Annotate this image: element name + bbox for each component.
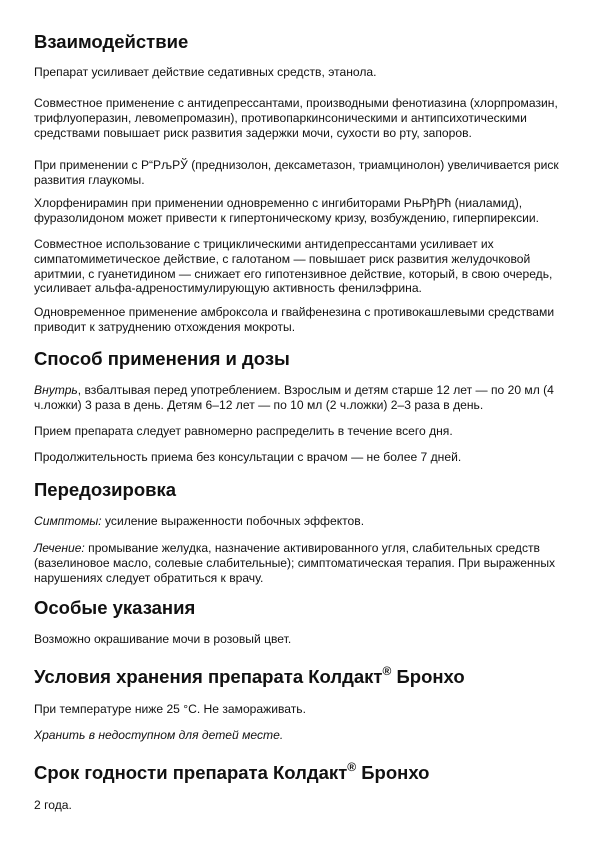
heading-shelf-life [34, 762, 429, 784]
storage-paragraph-1: При температуре ниже 25 °C. Не замораживать. [34, 702, 306, 716]
overdose-paragraph-2 [34, 541, 564, 585]
dosage-paragraph-3: Продолжительность приема без консультации с врачом — не более 7 дней. [34, 450, 462, 464]
interaction-paragraph-5: Совместное использование с трициклическими антидепрессантами усиливает их симпатомиметическое действие, с галотаном — повышает риск развития желудочковой аритмии, с гуанетидином — снижает его гипотензивное действие, который, в свою очередь, усиливает альфа-адреностимулирующую активность фенилэфрина. [34, 237, 553, 296]
interaction-paragraph-3: При применении с Р“РљРЎ (преднизолон, дексаметазон, триамцинолон) увеличивается риск развития глаукомы. [34, 158, 559, 187]
overdose-treatment-text: промывание желудка, назначение активированного угля, слабительных средств (вазелиновое масло, солевые слабительные); симптоматическая терапия. При выраженных нарушениях следует обратиться к врачу. [34, 541, 556, 585]
heading-dosage: Способ применения и дозы [34, 348, 290, 369]
heading-overdose: Передозировка [34, 479, 177, 500]
registered-mark: ® [347, 760, 357, 774]
shelf-life-paragraph-1: 2 года. [34, 798, 72, 812]
overdose-symptoms-text: усиление выраженности побочных эффектов. [101, 514, 365, 528]
dosage-route-label: Внутрь [34, 383, 78, 397]
shelf-life-title-text: Срок годности препарата Колдакт [34, 762, 348, 783]
dosage-paragraph-2: Прием препарата следует равномерно распределить в течение всего дня. [34, 424, 453, 438]
interaction-paragraph-4: Хлорфенирамин при применении одновременно с ингибиторами РњРђРћ (ниаламид), фуразолидоном может привести к гипертоническому кризу, возбуждению, гиперпирексии. [34, 196, 539, 225]
interaction-paragraph-6: Одновременное применение амброксола и гвайфенезина с противокашлевыми средствами приводит к затруднению отхождения мокроты. [34, 305, 555, 334]
heading-storage [34, 666, 465, 688]
heading-interaction: Взаимодействие [34, 31, 189, 52]
overdose-treatment-label: Лечение: [34, 541, 85, 555]
shelf-life-title-suffix: Бронхо [356, 762, 430, 783]
special-paragraph-1: Возможно окрашивание мочи в розовый цвет. [34, 632, 292, 646]
overdose-paragraph-1 [34, 514, 564, 529]
heading-special-instructions: Особые указания [34, 597, 196, 618]
storage-title-text: Условия хранения препарата Колдакт [34, 666, 383, 687]
registered-mark: ® [382, 664, 392, 678]
interaction-paragraph-1: Препарат усиливает действие седативных средств, этанола. [34, 65, 377, 79]
dosage-route-text: , взбалтывая перед употреблением. Взрослым и детям старше 12 лет — по 20 мл (4 ч.ложки) 3 раза в день. Детям 6–12 лет — по 10 мл (2 ч.ложки) 2–3 раза в день. [34, 383, 554, 412]
storage-paragraph-2: Хранить в недоступном для детей месте. [34, 728, 284, 742]
interaction-paragraph-2: Совместное применение с антидепрессантами, производными фенотиазина (хлорпромазин, трифлуоперазин, левомепромазин), противопаркинсоническими и антипсихотическими средствами повышает риск развития задержки мочи, сухости во рту, запоров. [34, 96, 558, 140]
storage-title-suffix: Бронхо [391, 666, 465, 687]
dosage-paragraph-1 [34, 383, 564, 413]
overdose-symptoms-label: Симптомы: [34, 514, 102, 528]
